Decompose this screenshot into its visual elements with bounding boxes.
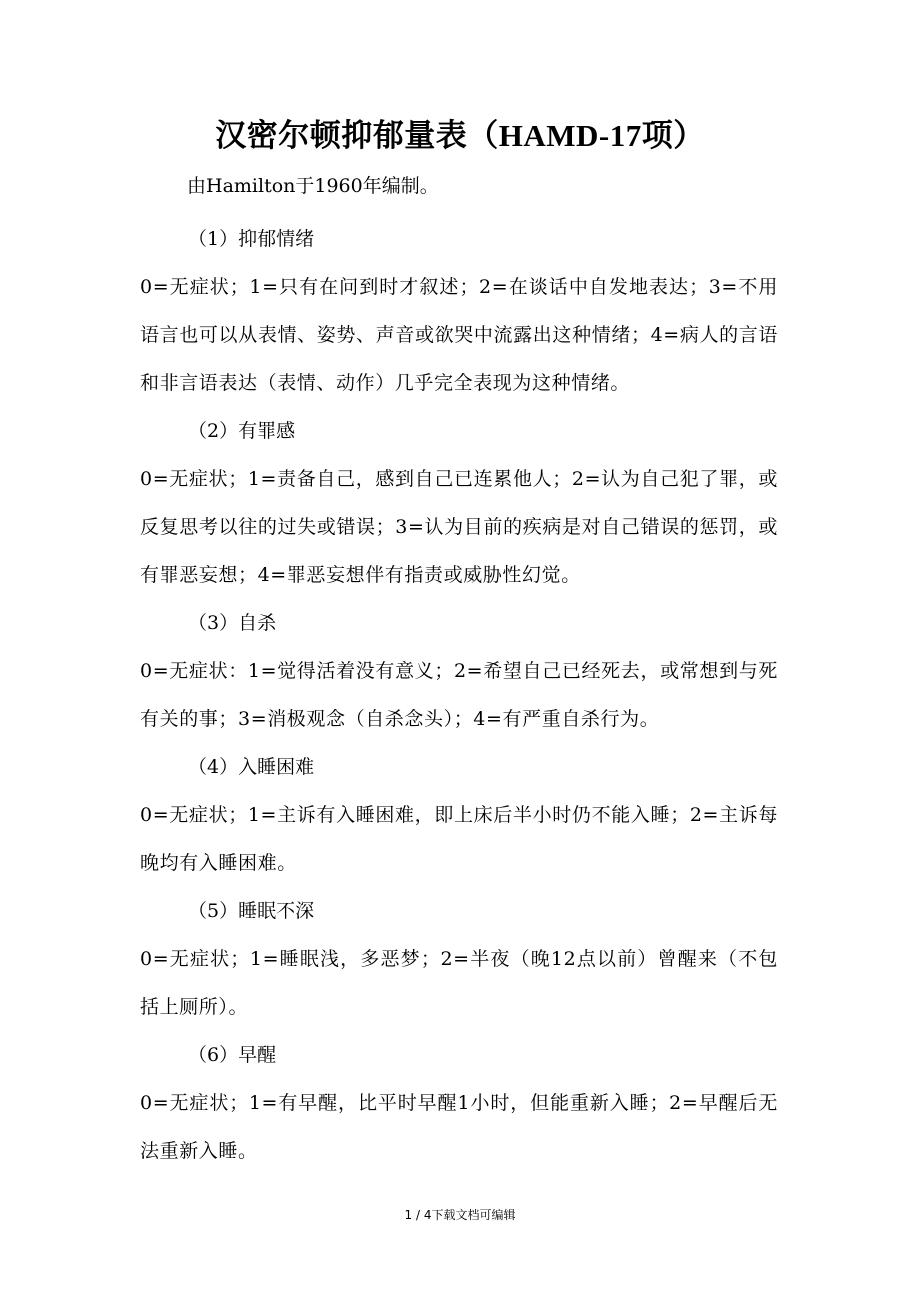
- item-body: 0=无症状；1=只有在问到时才叙述；2=在谈话中自发地表达；3=不用语言也可以从表情、姿势、声音或欲哭中流露出这种情绪；4=病人的言语和非言语表达（表情、动作）几乎完全表现为这种情绪。: [140, 276, 778, 394]
- item-body: 0=无症状；1=睡眠浅，多恶梦；2=半夜（晚12点以前）曾醒来（不包括上厕所）。: [140, 948, 778, 1018]
- item-heading: （2）有罪感: [188, 420, 296, 442]
- item-heading: （4）入睡困难: [188, 756, 315, 778]
- list-item: [140, 215, 778, 407]
- item-body: 0=无症状：1=觉得活着没有意义；2=希望自己已经死去，或常想到与死有关的事；3=消极观念（自杀念头）；4=有严重自杀行为。: [140, 660, 778, 730]
- list-item: [140, 1031, 778, 1175]
- item-heading: （3）自杀: [188, 612, 277, 634]
- list-item: [140, 887, 778, 1031]
- item-body: 0=无症状；1=有早醒，比平时早醒1小时，但能重新入睡；2=早醒后无法重新入睡。: [140, 1092, 778, 1162]
- page-footer: 1 / 4下载文档可编辑: [404, 1208, 516, 1222]
- document-title: 汉密尔顿抑郁量表（HAMD-17项）: [215, 118, 705, 153]
- item-body: 0=无症状；1=主诉有入睡困难，即上床后半小时仍不能入睡；2=主诉每晚均有入睡困难。: [140, 804, 778, 874]
- item-body: 0=无症状；1=责备自己，感到自己已连累他人；2=认为自己犯了罪，或反复思考以往的过失或错误；3=认为目前的疾病是对自己错误的惩罚，或有罪恶妄想；4=罪恶妄想伴有指责或威胁性幻觉。: [140, 468, 778, 586]
- list-item: [140, 599, 778, 743]
- list-item: [140, 407, 778, 599]
- item-heading: （5）睡眠不深: [188, 900, 315, 922]
- item-heading: （6）早醒: [188, 1044, 277, 1066]
- item-heading: （1）抑郁情绪: [188, 228, 315, 250]
- items-list: [140, 215, 778, 1175]
- intro-paragraph: 由Hamilton于1960年编制。: [187, 175, 439, 197]
- list-item: [140, 743, 778, 887]
